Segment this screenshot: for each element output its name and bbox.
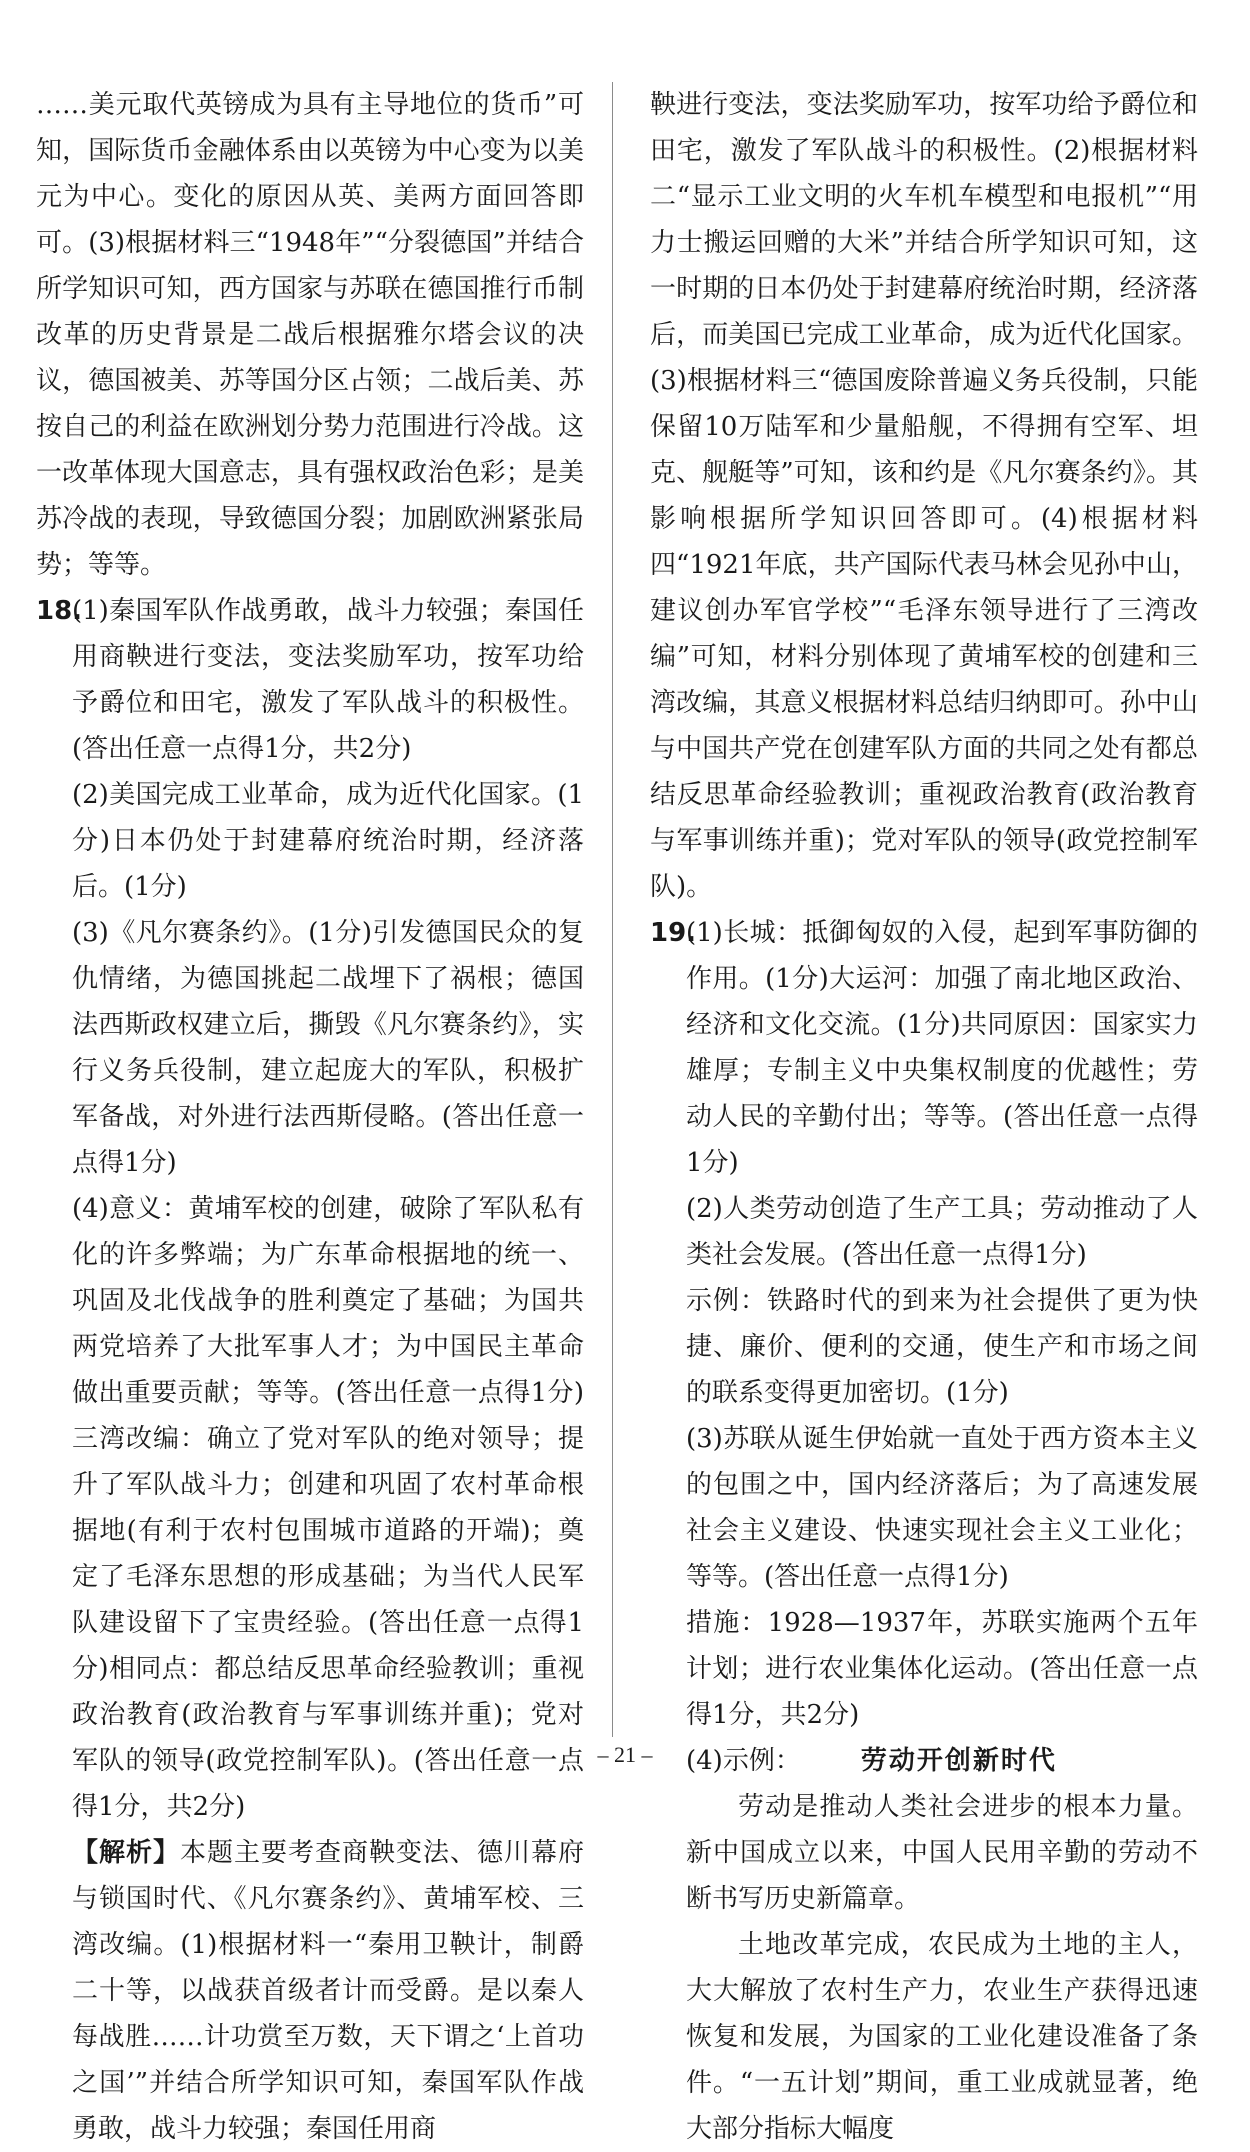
answer-part-2-example: 示例：铁路时代的到来为社会提供了更为快捷、廉价、便利的交通，使生产和市场之间的联系变得更加密切。(1分) (686, 1286, 1198, 1408)
analysis-text: 本题主要考查商鞅变法、德川幕府与锁国时代、《凡尔赛条约》、黄埔军校、三湾改编。(1)根据材料一“秦用卫鞅计，制爵二十等，以战获首级者计而受爵。是以秦人每战胜……计功赏至万数，天下谓之‘上首功之国’”并结合所学知识可知，秦国军队作战勇敢，战斗力较强；秦国任用商 (72, 1838, 584, 2144)
answer-part-1: (1)长城：抵御匈奴的入侵，起到军事防御的作用。(1分)大运河：加强了南北地区政治、经济和文化交流。(1分)共同原因：国家实力雄厚；专制主义中央集权制度的优越性；劳动人民的辛勤付出；等等。(答出任意一点得1分) (686, 918, 1198, 1178)
essay-paragraph-1: 劳动是推动人类社会进步的根本力量。新中国成立以来，中国人民用辛勤的劳动不断书写历史新篇章。 (686, 1792, 1198, 1914)
question-number: 18. (36, 596, 83, 626)
left-column (36, 82, 584, 2152)
question-19 (650, 910, 1198, 2152)
answer-part-3: (3)《凡尔赛条约》。(1分)引发德国民众的复仇情绪，为德国挑起二战埋下了祸根；德国法西斯政权建立后，撕毁《凡尔赛条约》，实行义务兵役制，建立起庞大的军队，积极扩军备战，对外进行法西斯侵略。(答出任意一点得1分) (72, 918, 584, 1178)
question-18 (36, 588, 584, 2152)
column-divider (612, 82, 613, 1737)
analysis-tag: 【解析】 (72, 1838, 180, 1868)
continued-analysis-text: 鞅进行变法，变法奖励军功，按军功给予爵位和田宅，激发了军队战斗的积极性。(2)根据材料二“显示工业文明的火车机车模型和电报机”“用力士搬运回赠的大米”并结合所学知识可知，这一时期的日本仍处于封建幕府统治时期，经济落后，而美国已完成工业革命，成为近代化国家。(3)根据材料三“德国废除普遍义务兵役制，只能保留10万陆军和少量船舰，不得拥有空军、坦克、舰艇等”可知，该和约是《凡尔赛条约》。其影响根据所学知识回答即可。(4)根据材料四“1921年底，共产国际代表马林会见孙中山，建议创办军官学校”“毛泽东领导进行了三湾改编”可知，材料分别体现了黄埔军校的创建和三湾改编，其意义根据材料总结归纳即可。孙中山与中国共产党在创建军队方面的共同之处有都总结反思革命经验教训；重视政治教育(政治教育与军事训练并重)；党对军队的领导(政党控制军队)。 (650, 90, 1198, 902)
answer-part-2: (2)美国完成工业革命，成为近代化国家。(1分)日本仍处于封建幕府统治时期，经济落后。(1分) (72, 780, 584, 902)
answer-part-4-prefix: (4)示例： (686, 1746, 801, 1776)
question-number: 19. (650, 918, 697, 948)
answer-part-1: (1)秦国军队作战勇敢，战斗力较强；秦国任用商鞅进行变法，变法奖励军功，按军功给予爵位和田宅，激发了军队战斗的积极性。(答出任意一点得1分，共2分) (72, 596, 584, 764)
essay-paragraph-2: 土地改革完成，农民成为土地的主人，大大解放了农村生产力，农业生产获得迅速恢复和发展，为国家的工业化建设准备了条件。“一五计划”期间，重工业成就显著，绝大部分指标大幅度 (686, 1930, 1198, 2144)
answer-part-4: (4)意义：黄埔军校的创建，破除了军队私有化的许多弊端；为广东革命根据地的统一、巩固及北伐战争的胜利奠定了基础；为国共两党培养了大批军事人才；为中国民主革命做出重要贡献；等等。(答出任意一点得1分)三湾改编：确立了党对军队的绝对领导；提升了军队战斗力；创建和巩固了农村革命根据地(有利于农村包围城市道路的开端)；奠定了毛泽东思想的形成基础；为当代人民军队建设留下了宝贵经验。(答出任意一点得1分)相同点：都总结反思革命经验教训；重视政治教育(政治教育与军事训练并重)；党对军队的领导(政党控制军队)。(答出任意一点得1分，共2分) (72, 1194, 584, 1822)
answer-part-3: (3)苏联从诞生伊始就一直处于西方资本主义的包围之中，国内经济落后；为了高速发展社会主义建设、快速实现社会主义工业化；等等。(答出任意一点得1分) (686, 1424, 1198, 1592)
right-column (650, 82, 1198, 2152)
essay-title: 劳动开创新时代 (860, 1746, 1057, 1776)
answer-part-2: (2)人类劳动创造了生产工具；劳动推动了人类社会发展。(答出任意一点得1分) (686, 1194, 1198, 1270)
analysis-paragraph (72, 1830, 584, 2152)
page-number: – 21 – (597, 1742, 653, 1767)
answer-part-3-measure: 措施：1928—1937年，苏联实施两个五年计划；进行农业集体化运动。(答出任意一点得1分，共2分) (686, 1608, 1198, 1730)
continued-analysis-text: ……美元取代英镑成为具有主导地位的货币”可知，国际货币金融体系由以英镑为中心变为以美元为中心。变化的原因从英、美两方面回答即可。(3)根据材料三“1948年”“分裂德国”并结合所学知识可知，西方国家与苏联在德国推行币制改革的历史背景是二战后根据雅尔塔会议的决议，德国被美、苏等国分区占领；二战后美、苏按自己的利益在欧洲划分势力范围进行冷战。这一改革体现大国意志，具有强权政治色彩；是美苏冷战的表现，导致德国分裂；加剧欧洲紧张局势；等等。 (36, 90, 584, 580)
